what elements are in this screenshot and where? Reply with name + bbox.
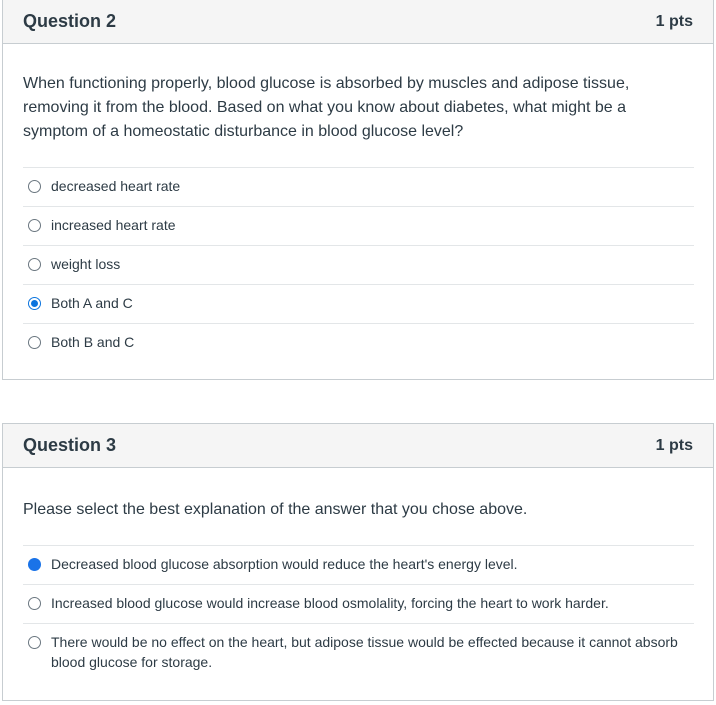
- answer-option[interactable]: [23, 284, 694, 323]
- radio-button[interactable]: [28, 219, 41, 232]
- answer-list: [23, 167, 694, 362]
- answer-label: decreased heart rate: [51, 178, 181, 194]
- radio-button[interactable]: [28, 180, 41, 193]
- question-text: Please select the best explanation of the answer that you chose above.: [23, 501, 528, 518]
- radio-button[interactable]: [28, 636, 41, 649]
- radio-button[interactable]: [28, 258, 41, 271]
- radio-button-selected[interactable]: [28, 558, 41, 571]
- answer-option[interactable]: [23, 167, 694, 206]
- question-points: 1 pts: [655, 436, 693, 454]
- answer-list: [23, 545, 694, 682]
- answer-label: Both B and C: [51, 334, 135, 350]
- question-title: Question 3: [23, 435, 117, 455]
- answer-label: There would be no effect on the heart, but adipose tissue would be effected because it cannot absorb blood glucose for storage.: [51, 634, 678, 670]
- answer-option[interactable]: [23, 545, 694, 584]
- answer-option[interactable]: [23, 206, 694, 245]
- answer-option[interactable]: [23, 623, 694, 682]
- answer-label: Increased blood glucose would increase blood osmolality, forcing the heart to work harder.: [51, 595, 609, 611]
- question-3-card: [2, 423, 714, 701]
- answer-label: weight loss: [51, 256, 121, 272]
- question-header: [3, 0, 713, 44]
- question-title: Question 2: [23, 11, 117, 31]
- question-header: [3, 424, 713, 468]
- answer-option[interactable]: [23, 323, 694, 362]
- radio-button[interactable]: [28, 597, 41, 610]
- question-points: 1 pts: [655, 12, 693, 30]
- radio-button-selected[interactable]: [28, 297, 41, 310]
- answer-label: increased heart rate: [51, 217, 176, 233]
- question-2-card: [2, 0, 714, 380]
- question-text: When functioning properly, blood glucose is absorbed by muscles and adipose tissue, removing it from the blood. Based on what you know about diabetes, what might be a symptom of a homeostatic disturbance in blood glucose level?: [23, 75, 630, 140]
- answer-label: Decreased blood glucose absorption would reduce the heart's energy level.: [51, 556, 518, 572]
- answer-option[interactable]: [23, 245, 694, 284]
- answer-option[interactable]: [23, 584, 694, 623]
- answer-label: Both A and C: [51, 295, 133, 311]
- radio-button[interactable]: [28, 336, 41, 349]
